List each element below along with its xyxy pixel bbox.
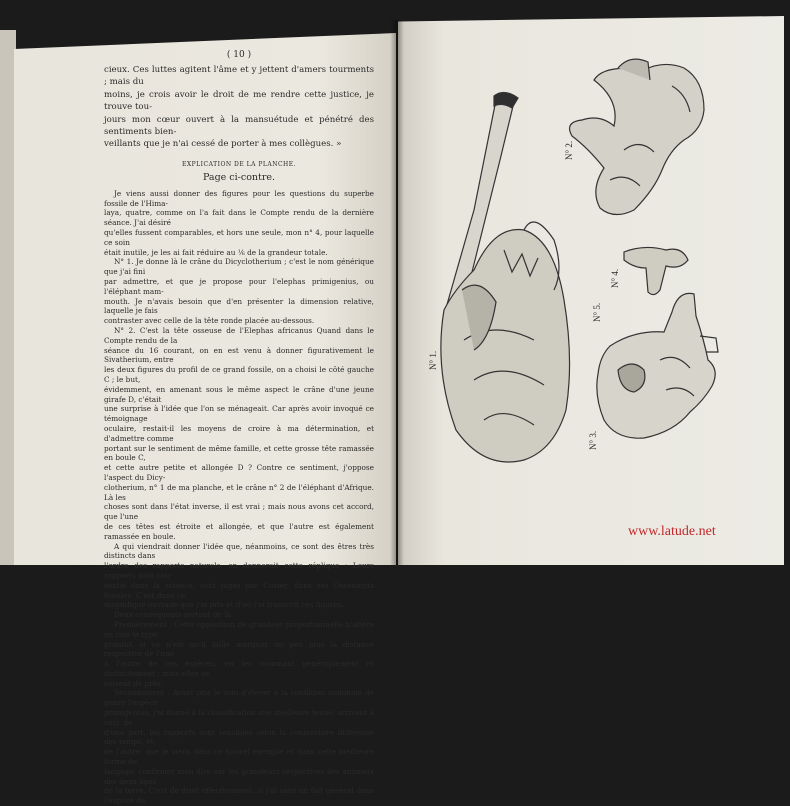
- text-line: Je viens aussi donner des figures pour les questions du superbe fossile de l'Hima-: [104, 188, 374, 208]
- figure-1-skull: [441, 92, 570, 462]
- text-line: Secondement : Ayant pris le soin d'élever à la condition nominale de genre l'espèce: [104, 688, 374, 708]
- book-gutter: [390, 20, 404, 565]
- text-line: les deux figures du profil de ce grand fossile, on a choisi le côté gauche C ; le but,: [104, 365, 374, 384]
- figure-2-vertebra: [570, 59, 704, 214]
- text-line: par admettre, et que je propose pour l'elephas primigenius, ou l'éléphant mam-: [104, 277, 374, 296]
- text-line: N° 1. Je donne là le crâne du Dicyclotherium ; c'est le nom générique que j'ai fini: [104, 257, 374, 277]
- text-line: Deux conséquents sortent de là :: [114, 610, 236, 620]
- page-number: ( 10 ): [226, 50, 252, 60]
- plate-label-3: N° 3.: [588, 430, 598, 450]
- text-line: de l'autre, que je viens dans ce nouvel exemple et dans cette meilleure forme de: [104, 747, 374, 767]
- text-line: à l'autre de ces espèces, en les nommant génériquement et distinctement ; mais elles se: [104, 659, 374, 678]
- section-heading: EXPLICATION DE LA PLANCHE.: [181, 160, 297, 168]
- opening-paragraph: [104, 64, 374, 151]
- plate-label-1: N° 1.: [428, 350, 438, 370]
- text-line: suivent de près.: [104, 678, 164, 688]
- text-line: clotherium, n° 1 de ma planche, et le crâne n° 2 de l'éléphant d'Afrique. Là les: [104, 482, 374, 502]
- page-edge: [0, 30, 16, 565]
- body-text: [104, 189, 374, 806]
- left-page-text: [104, 50, 374, 806]
- text-line: portant sur le sentiment de même famille, et cette grosse tête ramassée en boule C,: [104, 443, 374, 463]
- section-subheading: Page ci-contre.: [202, 171, 276, 183]
- text-line: langage, confirmer mon dire sur les grandeurs respectives des animaux des deux âges: [104, 766, 374, 786]
- text-line: magnifique ouvrage que j'ai pris et d'où j'ai transcrit ces figures.: [104, 600, 344, 610]
- text-line: l'ordre des rapports naturels, on donnerait cette réplique : Leurs rapports sont con-: [104, 561, 374, 580]
- text-line: N° 2. C'est la tête osseuse de l'Elephas africanus Quand dans le Compte rendu de la: [104, 326, 374, 345]
- plate-label-4: N° 4.: [610, 268, 620, 288]
- plate-label-2: N° 2.: [564, 140, 574, 160]
- text-line: primitif, si ce n'est qu'il fallle marquer un peu plus la distance respective de l'une: [104, 639, 374, 659]
- plate-label-5: N° 5.: [592, 302, 602, 322]
- text-line: et cette autre petite et allongée D ? Contre ce sentiment, j'oppose l'aspect du Dicy-: [104, 463, 374, 482]
- text-line: une surprise à l'idée que l'on se ménageait. Car après avoir invoqué ce témoignage: [104, 404, 374, 424]
- figure-4-bone: [624, 247, 688, 294]
- text-line: Premièrement : Cette opposition de grandeur proportionnelle n'altère en rien le type: [104, 619, 374, 639]
- text-line: contraster avec celle de la tête ronde placée au-dessous.: [104, 316, 315, 326]
- fossil-skull-plate: [404, 40, 780, 520]
- text-line: était inutile, je les ai fait réduire au ⅙ de la grandeur totale.: [104, 247, 328, 257]
- text-line: oculaire, restait-il les moyens de croire à ma détermination, et d'admettre comme: [104, 423, 374, 443]
- text-line: d'une part, les rapports sont sensibles selon la conjoncture différente des temps, et,: [104, 727, 374, 747]
- text-line: évidemment, en amenant sous le même aspect le crâne d'une jeune girafe D, c'était: [104, 384, 374, 404]
- figure-5-skull: [597, 293, 718, 438]
- text-line: mouth. Je n'avais besoin que d'en présenter la dimension relative, laquelle je fais: [104, 296, 374, 316]
- text-line: primigenius, j'ai donné à la classification une meilleure tenue, arrivant à ceci, de: [104, 708, 374, 727]
- text-line: sentis dans la science, sont jugés par Cuvier, dans ses Ossements fossiles. C'est dans ce: [104, 580, 374, 600]
- text-line: qu'elles fussent comparables, et hors une seule, mon n° 4, pour laquelle ce soin: [104, 228, 374, 247]
- text-line: A qui viendrait donner l'idée que, néanmoins, ce sont des êtres très distincts dans: [104, 541, 374, 561]
- text-line: veillants que je n'ai cessé de porter à mes collègues. »: [104, 139, 342, 150]
- text-line: cieux. Ces luttes agitent l'âme et y jettent d'amers tourments ; mais du: [104, 65, 374, 88]
- text-line: laya, quatre, comme on l'a fait dans le Compte rendu de la dernière séance. J'ai désiré: [104, 208, 374, 228]
- text-line: de ces têtes est étroite et allongée, et que l'autre est également ramassée en boule.: [104, 521, 374, 541]
- watermark-text: www.latude.net: [628, 524, 716, 539]
- text-line: jours mon cœur ouvert à la mansuétude et pénétré des sentiments bien-: [104, 114, 374, 138]
- text-line: choses sont dans l'état inverse, il est vrai ; mais nous avons cet accord, que l'une: [104, 502, 374, 522]
- text-line: moins, je crois avoir le droit de me rendre cette justice, je trouve tou-: [104, 89, 374, 113]
- text-line: séance du 16 courant, on en est venu à donner figurativement le Sivatherium, entre: [104, 345, 374, 365]
- text-line: de la terre. C'est de droit effectivement, si j'ai saisi un fait général dans l'exposé de: [104, 786, 374, 806]
